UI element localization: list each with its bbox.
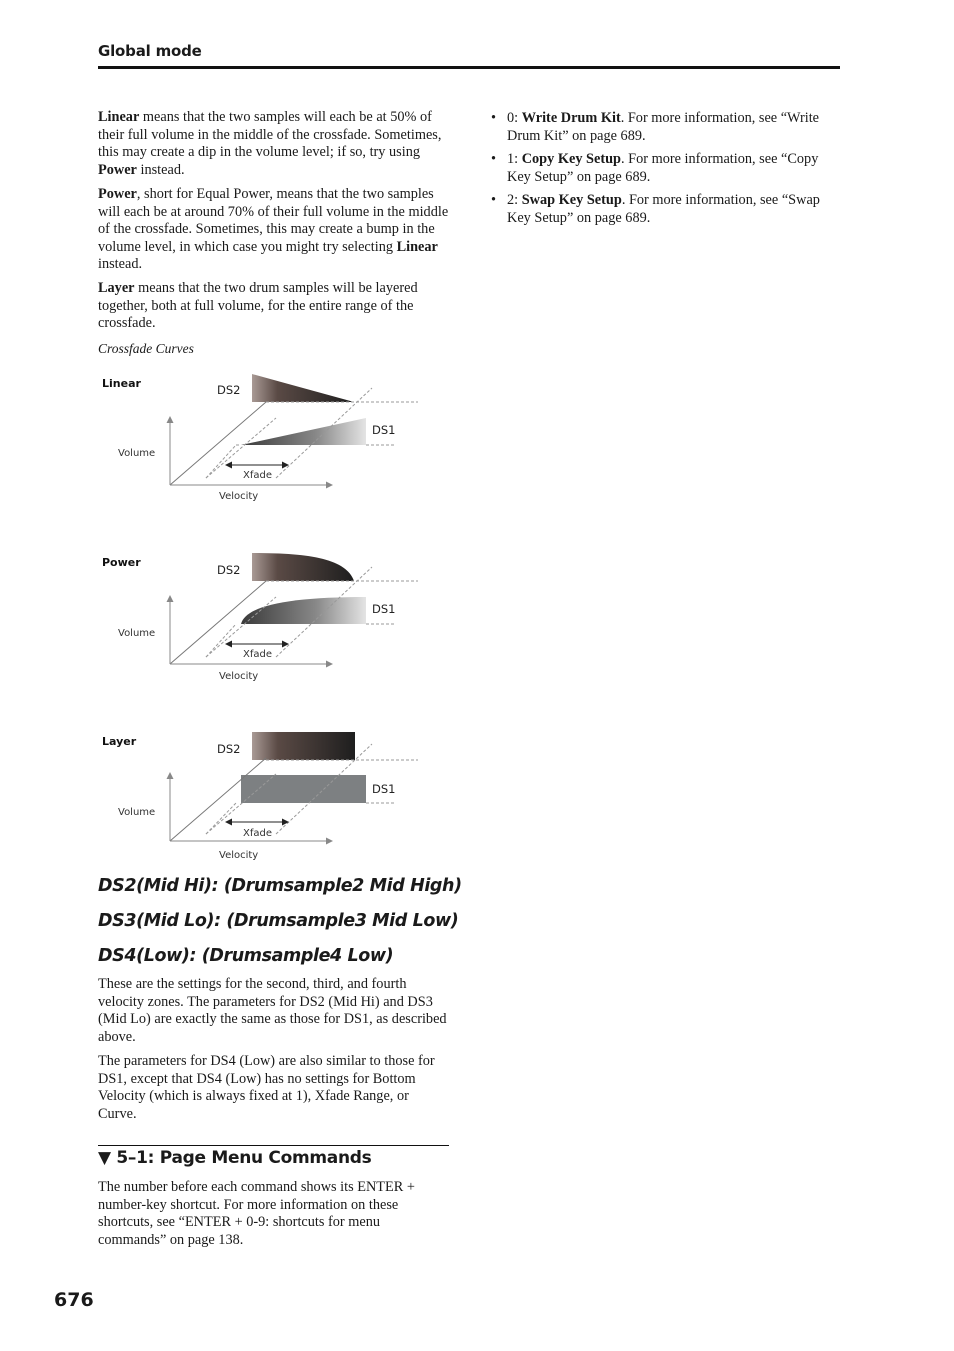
section-title: ▼ 5–1: Page Menu Commands bbox=[98, 1148, 372, 1168]
command-number: 0: bbox=[507, 110, 522, 126]
linear-ref: Power bbox=[98, 161, 137, 178]
volume-label: Volume bbox=[118, 628, 156, 639]
ds-params-paragraph: These are the settings for the second, third, and fourth velocity zones. The parameters for DS2 (Mid Hi) and DS3 (Mid Lo) are exactly the same as those for DS1, as described above. bbox=[98, 976, 447, 1045]
command-name: Write Drum Kit bbox=[521, 110, 621, 126]
section-rule bbox=[98, 1145, 449, 1146]
power-paragraph bbox=[98, 186, 450, 274]
ds2-label: DS2 bbox=[217, 563, 241, 577]
section-paragraph: The number before each command shows its ENTER + number-key shortcut. For more information on these shortcuts, see “ENTER + 0-9: shortcuts for menu commands” on page 138. bbox=[98, 1179, 415, 1248]
heading-ds3: DS3(Mid Lo): (Drumsample3 Mid Low) bbox=[98, 911, 459, 931]
ds2-label: DS2 bbox=[217, 742, 241, 756]
command-name: Swap Key Setup bbox=[521, 192, 622, 209]
heading-ds4: DS4(Low): (Drumsample4 Low) bbox=[98, 946, 394, 966]
ds2-label: DS2 bbox=[217, 383, 241, 397]
diagram-title: Linear bbox=[102, 377, 141, 390]
heading-ds2: DS2(Mid Hi): (Drumsample2 Mid High) bbox=[98, 876, 462, 896]
volume-label: Volume bbox=[118, 807, 156, 818]
layer-text: means that the two drum samples will be layered together, both at full volume, for the entire range of the crossfade. bbox=[98, 280, 418, 332]
power-ref: Linear bbox=[396, 238, 438, 255]
layer-paragraph bbox=[98, 280, 450, 333]
velocity-label: Velocity bbox=[219, 850, 259, 861]
bullet: • bbox=[491, 110, 497, 126]
page-number: 676 bbox=[54, 1289, 94, 1311]
power-term: Power bbox=[98, 186, 137, 202]
linear-text: means that the two samples will each be at 50% of their full volume in the middle of the crossfade. Sometimes, this may create a dip in the volume level; if so, try using bbox=[98, 109, 442, 161]
xfade-label: Xfade bbox=[243, 828, 272, 839]
ds2-shape bbox=[252, 553, 354, 581]
xfade-label: Xfade bbox=[243, 649, 272, 660]
command-name: Copy Key Setup bbox=[521, 151, 621, 168]
velocity-label: Velocity bbox=[219, 671, 259, 682]
power-text: , short for Equal Power, means that the two samples will each be at around 70% of their full volume in the middle of the crossfade. Sometimes, this may create a bump in the volume level, in which case you might try selecting bbox=[98, 186, 449, 255]
layer-term: Layer bbox=[98, 280, 135, 296]
command-number: 2: bbox=[507, 192, 522, 209]
ds1-label: DS1 bbox=[372, 423, 396, 437]
diagram-title: Layer bbox=[102, 735, 137, 748]
bullet: • bbox=[491, 151, 497, 168]
power-diagram bbox=[96, 549, 436, 694]
command-text: . For more information, see “Copy Key Setup” on page 689. bbox=[507, 151, 819, 185]
linear-diagram bbox=[96, 370, 436, 515]
bullet: • bbox=[491, 192, 497, 209]
linear-paragraph bbox=[98, 109, 450, 179]
command-list bbox=[490, 110, 820, 234]
power-text-end: instead. bbox=[98, 256, 143, 273]
ds1-label: DS1 bbox=[372, 782, 396, 796]
figure-caption: Crossfade Curves bbox=[98, 341, 194, 356]
ds1-label: DS1 bbox=[372, 602, 396, 616]
linear-term: Linear bbox=[98, 109, 140, 125]
list-item bbox=[490, 192, 820, 227]
header-rule bbox=[98, 66, 840, 69]
ds2-shape bbox=[252, 732, 355, 760]
layer-diagram bbox=[96, 728, 436, 873]
linear-text-end: instead. bbox=[136, 161, 185, 178]
xfade-label: Xfade bbox=[243, 470, 272, 481]
volume-label: Volume bbox=[118, 448, 156, 459]
command-number: 1: bbox=[507, 151, 522, 168]
diagram-title: Power bbox=[102, 556, 141, 569]
list-item bbox=[490, 110, 820, 145]
velocity-label: Velocity bbox=[219, 491, 259, 502]
ds2-shape bbox=[252, 374, 354, 402]
ds4-params-paragraph: The parameters for DS4 (Low) are also similar to those for DS1, except that DS4 (Low) has no settings for Bottom Velocity (which is always fixed at 1), Xfade Range, or Curve. bbox=[98, 1053, 435, 1122]
list-item bbox=[490, 151, 820, 186]
ds1-shape bbox=[241, 775, 366, 803]
running-header: Global mode bbox=[98, 42, 202, 60]
command-text: . For more information, see “Write Drum Kit” on page 689. bbox=[507, 110, 820, 144]
command-text: . For more information, see “Swap Key Setup” on page 689. bbox=[507, 192, 820, 226]
